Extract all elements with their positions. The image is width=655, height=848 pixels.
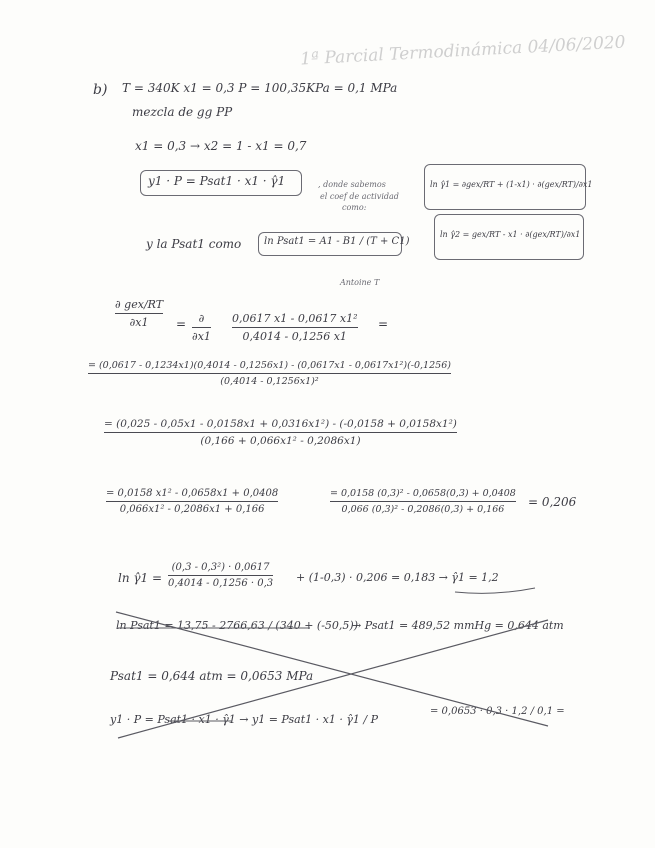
part-label: b) xyxy=(93,82,108,98)
lng-final-rest: + (1-0,3) · 0,206 = 0,183 → γ̂1 = 1,2 xyxy=(296,571,499,584)
deriv-lhs-den: ∂x1 xyxy=(129,316,149,329)
step1-den: (0,4014 - 0,1256x1)² xyxy=(220,376,319,387)
step3-b-den: 0,066 (0,3)² - 0,2086(0,3) + 0,166 xyxy=(341,504,505,515)
lng-final-num: (0,3 - 0,3²) · 0,0617 xyxy=(171,562,270,573)
mole-fraction-line: x1 = 0,3 → x2 = 1 - x1 = 0,7 xyxy=(135,139,307,153)
lng-final-den: 0,4014 - 0,1256 · 0,3 xyxy=(168,578,274,589)
step1-num: = (0,0617 - 0,1234x1)(0,4014 - 0,1256x1) - (0,0617x1 - 0,0617x1²)(-0,1256) xyxy=(88,360,451,371)
step3-b-num: = 0,0158 (0,3)² - 0,0658(0,3) + 0,0408 xyxy=(330,488,516,499)
step3-result: = 0,206 xyxy=(528,495,577,509)
step3-a-den: 0,066x1² - 0,2086x1 + 0,166 xyxy=(119,504,265,515)
antoine-note: Antoine T xyxy=(340,278,380,287)
crossed-antoine-result: → Psat1 = 489,52 mmHg = 0,644 atm xyxy=(352,619,564,632)
deriv-op-num: ∂ xyxy=(198,312,205,325)
step2-den: (0,166 + 0,066x1² - 0,2086x1) xyxy=(200,435,361,447)
step2-num: = (0,025 - 0,05x1 - 0,0158x1 + 0,0316x1²) - (-0,0158 + 0,0158x1²) xyxy=(104,418,457,430)
page-title: 1ª Parcial Termodinámica 04/06/2020 xyxy=(299,32,626,70)
lng1-equation: ln γ̂1 = ∂gex/RT + (1-x1) · ∂(gex/RT)/∂x1 xyxy=(430,180,593,189)
deriv-frac-num: 0,0617 x1 - 0,0617 x1² xyxy=(232,312,358,325)
lng-final-prefix: ln γ̂1 = xyxy=(118,571,163,585)
psat-atm: Psat1 = 0,644 atm = 0,0653 MPa xyxy=(110,669,314,683)
where-note: , donde sabemos xyxy=(318,180,386,189)
deriv-lhs-num: ∂ gex/RT xyxy=(115,298,164,311)
deriv-op-den: ∂x1 xyxy=(192,330,211,343)
crossed-antoine: ln Psat1 = 13,75 - 2766,63 / (340 + (-50,5)) xyxy=(116,619,359,632)
step3-a-num: = 0,0158 x1² - 0,0658x1 + 0,0408 xyxy=(106,488,279,499)
given-data: T = 340K x1 = 0,3 P = 100,35KPa = 0,1 MPa xyxy=(122,81,398,95)
handwritten-page: 1ª Parcial Termodinámica 04/06/2020 b) T = 340K x1 = 0,3 P = 100,35KPa = 0,1 MPa mezcla de gg PP x1 = 0,3 → x2 = 1 - x1 = 0,7 y1 · P = Psat1 · x1 · γ̂1 , donde sabemos el coef de actividad como: ln γ̂1 = ∂gex/RT + (1-x1) · ∂(gex/RT)/∂x1 ln γ̂2 = gex/RT - x1 · ∂(gex/RT)/∂x1 y la Psat1 como ln Psat1 = A1 - B1 / (T + C1) Antoine T ∂ gex/RT ∂x1 = ∂ ∂x1 0,0617 x1 - 0,0617 x1² 0,4014 - 0,1256 x1 = = (0,0617 - 0,1234x1)(0,4014 - 0,1256x1) - (0,0617x1 - 0,0617x1²)(-0,1256) (0,4014 - 0,1256x1)² = (0,025 - 0,05x1 - 0,0158x1 + 0,0316x1²) - (-0,0158 + 0,0158x1²) (0,166 + 0,066x1² - 0,2086x1) = 0,0158 x1² - 0,0658x1 + 0,0408 0,066x1² - 0,2086x1 + 0,166 = 0,0158 (0,3)² - 0,0658(0,3) + 0,0408 0,066 (0,3)² - 0,2086(0,3) + 0,166 = 0,206 ln γ̂1 = (0,3 - 0,3²) · 0,0617 0,4014 - 0,1256 · 0,3 + (1-0,3) · 0,206 = 0,183 → γ̂1 = 1,2 ln Psat1 = 13,75 - 2766,63 / (340 + (-50,5)) → Psat1 = 489,52 mmHg = 0,644 atm Psat1 = 0,644 atm = 0,0653 MPa y1 · P = Psat1 · x1 · γ̂1 → y1 = Psat1 · x1 · γ̂1 / P = 0,0653 · 0,3 · 1,2 / 0,1 = xyxy=(0,0,655,848)
deriv-frac-den: 0,4014 - 0,1256 x1 xyxy=(242,330,347,343)
lng2-equation: ln γ̂2 = gex/RT - x1 · ∂(gex/RT)/∂x1 xyxy=(440,230,581,239)
where-note-2: el coef de actividad xyxy=(320,192,399,201)
antoine-equation: ln Psat1 = A1 - B1 / (T + C1) xyxy=(264,236,410,247)
main-equation: y1 · P = Psat1 · x1 · γ̂1 xyxy=(148,174,286,188)
where-note-3: como: xyxy=(342,203,367,212)
mixture-note: mezcla de gg PP xyxy=(132,105,233,119)
psat-text: y la Psat1 como xyxy=(146,237,242,251)
crossed-y1-result: = 0,0653 · 0,3 · 1,2 / 0,1 = xyxy=(430,706,565,717)
crossed-y1: y1 · P = Psat1 · x1 · γ̂1 → y1 = Psat1 · x1 · γ̂1 / P xyxy=(110,713,379,726)
